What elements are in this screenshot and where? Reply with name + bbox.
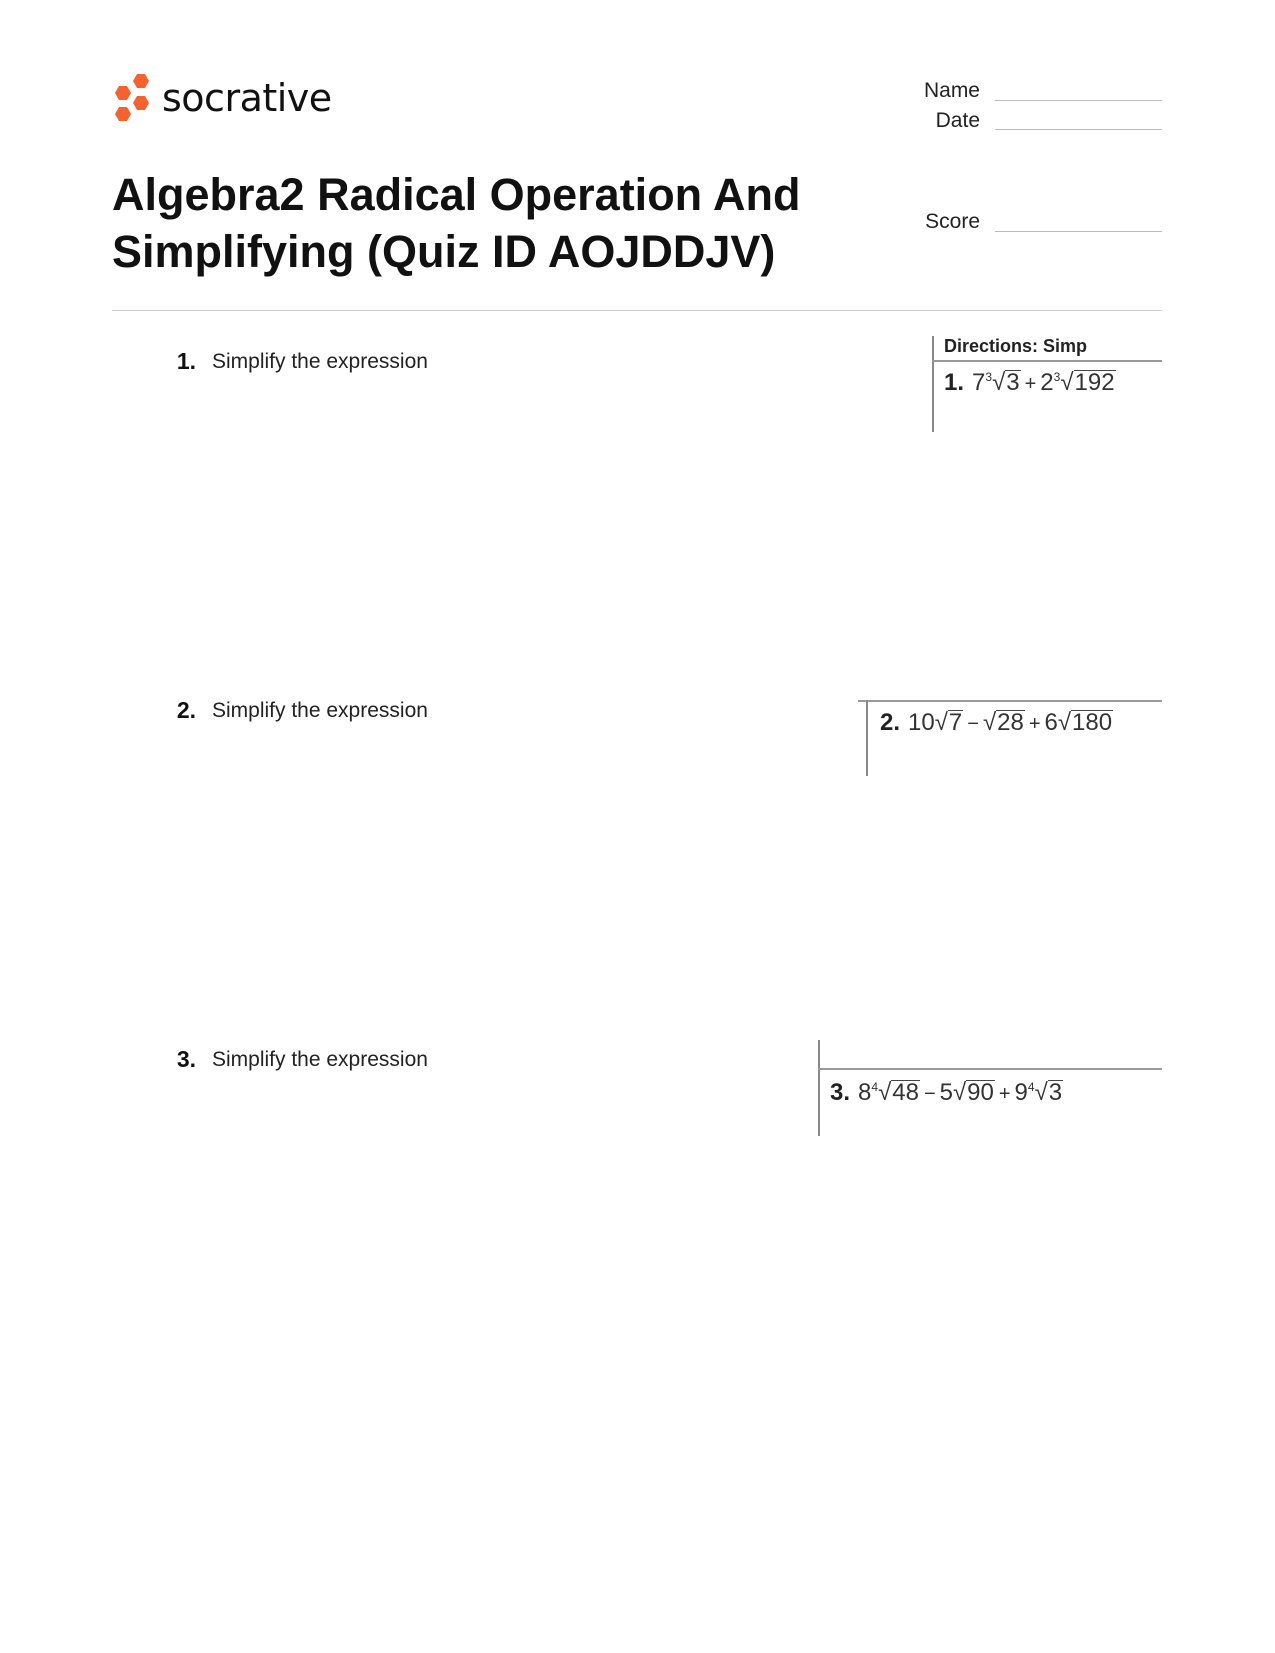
question-number: 3. <box>176 1046 196 1072</box>
quiz-title: Algebra2 Radical Operation And Simplifying (Quiz ID AOJDDJV) <box>112 169 801 277</box>
hexagon-logo-icon <box>112 72 152 124</box>
score-line <box>995 231 1162 232</box>
score-label: Score <box>925 210 980 233</box>
question-number: 2. <box>176 697 196 723</box>
date-label: Date <box>935 109 980 132</box>
divider <box>112 310 1162 311</box>
expr-label: 1. <box>944 369 965 396</box>
name-line <box>995 100 1162 101</box>
question-text: Simplify the expression <box>212 350 428 373</box>
name-label: Name <box>923 79 980 102</box>
question-number: 1. <box>176 348 196 374</box>
question-text: Simplify the expression <box>212 1048 428 1071</box>
question-image: 2. 10√7 − √28 + 6√180 <box>858 700 1162 776</box>
question-image: 3. $8^4√48 - 5√90 + 9^4√3$ <box>816 1040 1162 1136</box>
date-line <box>995 129 1162 130</box>
expr-label: 3. <box>830 1079 851 1106</box>
directions-text: Directions: Simp <box>944 336 1088 356</box>
brand-name: socrative <box>162 76 332 120</box>
socrative-logo <box>112 72 332 124</box>
question-image: Directions: Simp 1. $7^3√3 + 2^3√192$ <box>930 336 1162 435</box>
expr-label: 2. <box>880 709 901 736</box>
question-text: Simplify the expression <box>212 699 428 722</box>
